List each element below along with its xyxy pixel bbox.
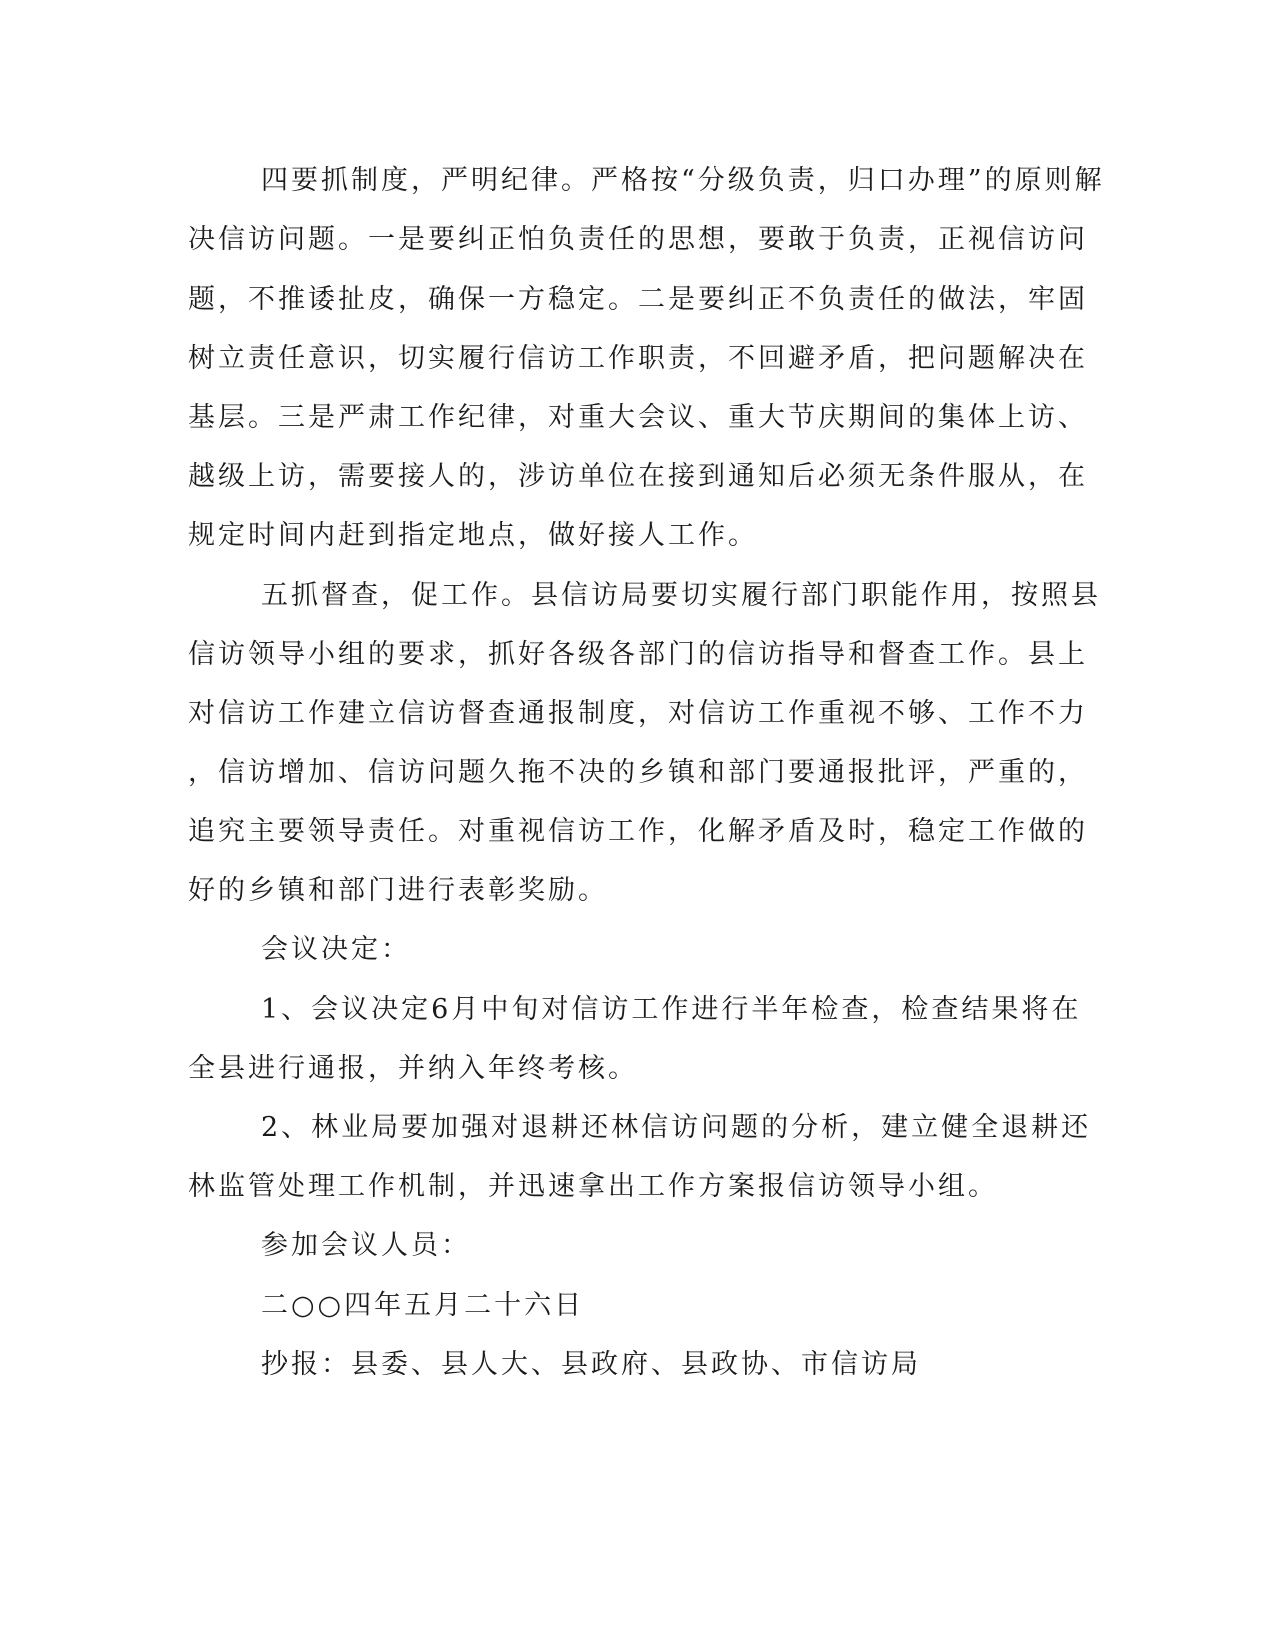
text-line: 基层。三是严肃工作纪律，对重大会议、重大节庆期间的集体上访、: [188, 402, 1088, 433]
text-line: ，信访增加、信访问题久拖不决的乡镇和部门要通报批评，严重的，: [188, 757, 1088, 788]
text-line: 2、林业局要加强对退耕还林信访问题的分析，建立健全退耕还: [261, 1112, 1092, 1143]
text-line: 好的乡镇和部门进行表彰奖励。: [188, 875, 608, 906]
text-line: 决信访问题。一是要纠正怕负责任的思想，要敢于负责，正视信访问: [188, 224, 1088, 255]
text-line: 五抓督查，促工作。县信访局要切实履行部门职能作用，按照县: [261, 580, 1101, 611]
text-line: 信访领导小组的要求，抓好各级各部门的信访指导和督查工作。县上: [188, 639, 1088, 670]
text-line: 树立责任意识，切实履行信访工作职责，不回避矛盾，把问题解决在: [188, 343, 1088, 374]
text-line: 抄报：县委、县人大、县政府、县政协、市信访局: [261, 1349, 921, 1380]
text-line: 全县进行通报，并纳入年终考核。: [188, 1053, 638, 1084]
text-line: 二○○四年五月二十六日: [261, 1290, 585, 1321]
text-line: 越级上访，需要接人的，涉访单位在接到通知后必须无条件服从，在: [188, 461, 1088, 492]
text-line: 题，不推诿扯皮，确保一方稳定。二是要纠正不负责任的做法，牢固: [188, 284, 1088, 315]
text-line: 参加会议人员：: [261, 1230, 471, 1261]
text-line: 追究主要领导责任。对重视信访工作，化解矛盾及时，稳定工作做的: [188, 816, 1088, 847]
text-line: 林监管处理工作机制，并迅速拿出工作方案报信访领导小组。: [188, 1171, 998, 1202]
text-line: 规定时间内赶到指定地点，做好接人工作。: [188, 520, 758, 551]
text-line: 对信访工作建立信访督查通报制度，对信访工作重视不够、工作不力: [188, 698, 1088, 729]
text-line: 1、会议决定6月中旬对信访工作进行半年检查，检查结果将在: [261, 994, 1082, 1025]
text-line: 四要抓制度，严明纪律。严格按“分级负责，归口办理”的原则解: [261, 165, 1105, 196]
text-line: 会议决定：: [261, 934, 411, 965]
